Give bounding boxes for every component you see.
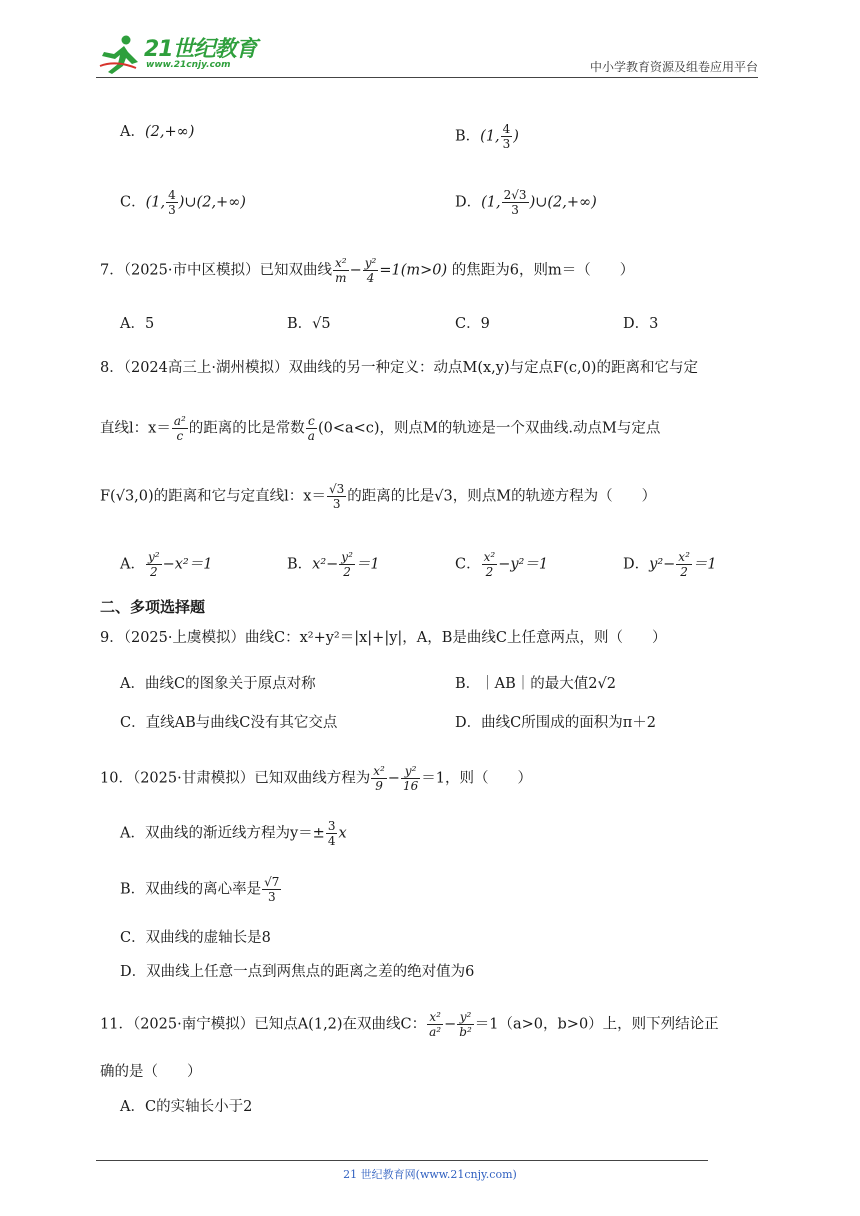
- q7-m: m: [335, 271, 347, 285]
- q6-b-pre: (1,: [480, 128, 500, 145]
- q8-a2: a²: [173, 414, 186, 428]
- logo-text: 21世纪教育: [144, 37, 257, 62]
- q7-x2: x²: [335, 256, 347, 270]
- q11-y2: y²: [457, 1010, 474, 1025]
- q6-b-num: 4: [502, 122, 511, 136]
- q10-y2: y²: [401, 764, 420, 779]
- q11-frac-x: [427, 1010, 443, 1039]
- q6-d-post: )∪(2,+∞): [529, 194, 597, 211]
- q8-b-den: 2: [343, 565, 351, 579]
- q6-c-post: )∪(2,+∞): [178, 194, 246, 211]
- q8-b-num: y²: [341, 550, 353, 564]
- q11-stem: 11．（2025·南宁模拟）已知点A(1,2)在双曲线C： $\frac{\text{x²}}{\text{a²}}$ − $\frac{\text{y²}}{\text{b²}}$ ＝1（a>0，b>0）上，则下列结论正: [100, 1010, 719, 1039]
- q8-a-label: A．: [120, 556, 145, 573]
- q6-b-post: ): [513, 128, 519, 145]
- q10-b-frac: [262, 875, 281, 904]
- q6-d-den: 3: [511, 203, 519, 217]
- q8-option-b: [287, 550, 380, 579]
- q10-a-post: x: [338, 825, 347, 842]
- q10-nine: 9: [375, 779, 383, 793]
- q10-option-a: [120, 819, 347, 848]
- q8-line2-mid: 的距离的比是常数: [188, 420, 305, 437]
- q10-frac-x: [371, 764, 387, 793]
- q8-b-pre: x²−: [312, 556, 339, 573]
- q8-d-den: 2: [680, 565, 688, 579]
- q8-line2-pre: 直线l：x＝: [100, 420, 171, 437]
- q10-stem-pre: 10．（2025·甘肃模拟）已知双曲线方程为: [100, 770, 371, 787]
- q8-frac-r3: [327, 482, 346, 511]
- logo-url: www.21cnjy.com: [146, 60, 231, 70]
- q10-a-frac: [326, 819, 338, 848]
- q10-a-den: 4: [327, 834, 336, 848]
- q11-stem-pre: 11．（2025·南宁模拟）已知点A(1,2)在双曲线C：: [100, 1016, 427, 1033]
- q11-b2: b²: [459, 1025, 472, 1039]
- q11-x2: x²: [427, 1010, 443, 1025]
- q8-line1: 8．（2024高三上·湖州模拟）双曲线的另一种定义：动点M(x,y)与定点F(c,0)的距离和它与定: [100, 360, 698, 376]
- site-logo[interactable]: [96, 30, 266, 78]
- footer-divider: [96, 1160, 708, 1161]
- runner-logo-icon: [96, 34, 142, 74]
- q11-option-a: A．C的实轴长小于2: [120, 1099, 253, 1115]
- q10-b-pre: B．双曲线的离心率是: [120, 881, 262, 898]
- q7-stem-pre: 7．（2025·市中区模拟）已知双曲线: [100, 262, 332, 279]
- q10-stem-post: ＝1，则（ ）: [421, 770, 532, 787]
- q8-b-post: ＝1: [355, 556, 380, 573]
- q8-c-label: C．: [455, 556, 481, 573]
- q6-c-frac: [166, 188, 178, 217]
- q6-a-label: A．: [120, 124, 145, 140]
- q9-option-b: B．｜AB｜的最大值2√2: [455, 676, 616, 692]
- q10-option-c: C．双曲线的虚轴长是8: [120, 930, 271, 946]
- q10-stem: 10．（2025·甘肃模拟）已知双曲线方程为 $\frac{\text{x²}}{9}$ − $\frac{\text{y²}}{16}$ ＝1，则（ ）: [100, 764, 532, 793]
- q8-d-frac: [676, 550, 692, 579]
- q10-b-num: √7: [264, 875, 280, 889]
- q8-line2: [100, 414, 660, 443]
- q6-d-pre: (1,: [481, 194, 501, 211]
- q7-four: 4: [366, 271, 375, 285]
- q6-d-frac: [502, 188, 529, 217]
- q8-c2: c: [306, 414, 317, 429]
- q7-option-d: D．3: [623, 316, 659, 332]
- q8-c-post: −y²＝1: [498, 556, 549, 573]
- q6-d-num: 2√3: [503, 188, 527, 202]
- q8-a-post: −x²＝1: [162, 556, 213, 573]
- q7-y2: y²: [364, 256, 377, 270]
- q8-d-pre: y²−: [649, 556, 676, 573]
- q8-line3-post: 的距离的比是√3，则点M的轨迹方程为（ ）: [347, 488, 657, 505]
- q6-b-frac: [501, 122, 513, 151]
- q9-option-c: C．直线AB与曲线C没有其它交点: [120, 715, 338, 731]
- q8-a-frac: [146, 550, 162, 579]
- q11-frac-y: [457, 1010, 474, 1039]
- q7-option-b: B．√5: [287, 316, 331, 332]
- q8-a: a: [307, 429, 315, 443]
- q6-option-b: [455, 122, 519, 151]
- q6-option-a: [120, 122, 194, 142]
- q8-option-a: [120, 550, 212, 579]
- q8-c-den: 2: [485, 565, 494, 579]
- q11-a2: a²: [429, 1025, 442, 1039]
- q6-b-label: B．: [455, 128, 481, 145]
- q7-stem-post: 的焦距为6，则m＝（ ）: [447, 262, 635, 279]
- q10-option-d: D．双曲线上任意一点到两焦点的距离之差的绝对值为6: [120, 964, 475, 980]
- q9-option-a: A．曲线C的图象关于原点对称: [120, 676, 316, 692]
- q6-c-pre: (1,: [145, 194, 166, 211]
- q8-three: 3: [332, 497, 341, 511]
- q9-stem: 9．（2025·上虞模拟）曲线C：x²+y²＝|x|+|y|，A，B是曲线C上任意两点，则（ ）: [100, 630, 667, 646]
- q11-stem-post: ＝1（a>0，b>0）上，则下列结论正: [474, 1016, 719, 1033]
- q8-option-c: [455, 550, 548, 579]
- q6-c-num: 4: [168, 188, 176, 202]
- q6-c-den: 3: [168, 203, 176, 217]
- q8-frac-a2c: [172, 414, 188, 443]
- page-header: [96, 30, 758, 80]
- q8-line3: [100, 482, 656, 511]
- q6-option-c: [120, 188, 246, 217]
- q8-d-label: D．: [623, 556, 650, 573]
- q10-frac-y: [401, 764, 420, 793]
- footer-link[interactable]: 21 世纪教育网(www.21cnjy.com): [343, 1168, 517, 1181]
- header-divider: [96, 77, 758, 78]
- q7-stem: 7．（2025·市中区模拟）已知双曲线 $\frac{\text{x²}}{m}$ − $\frac{\text{y²}}{4}$ =1(m>0) 的焦距为6，则m＝（ ）: [100, 256, 635, 285]
- q11-line2: 确的是（ ）: [100, 1064, 202, 1080]
- q9-option-d: D．曲线C所围成的面积为π＋2: [455, 715, 656, 731]
- q8-line2-post: (0<a<c)，则点M的轨迹是一个双曲线.动点M与定点: [317, 420, 661, 437]
- q7-frac-y: [363, 256, 379, 285]
- section-heading-multiple-choice: 二、多项选择题: [100, 598, 206, 616]
- q8-c-num: x²: [483, 550, 496, 564]
- q6-b-den: 3: [502, 137, 511, 151]
- q8-r3: √3: [329, 482, 345, 496]
- q8-b-label: B．: [287, 556, 313, 573]
- q10-a-num: 3: [327, 819, 336, 833]
- q10-option-b: [120, 875, 282, 904]
- q8-c-frac: [482, 550, 498, 579]
- q7-frac-x: [333, 256, 349, 285]
- header-platform-text: 中小学教育资源及组卷应用平台: [589, 60, 758, 74]
- q8-option-d: [623, 550, 717, 579]
- q8-d-num: x²: [678, 550, 690, 564]
- q6-c-label: C．: [120, 194, 146, 211]
- q8-a-num: y²: [147, 550, 160, 564]
- q6-d-label: D．: [455, 194, 482, 211]
- q8-c: c: [176, 429, 184, 443]
- q7-eq: =1(m>0): [379, 262, 448, 279]
- q10-sixteen: 16: [402, 779, 419, 793]
- q8-d-post: ＝1: [692, 556, 717, 573]
- q8-line3-pre: F(√3,0)的距离和它与定直线l：x＝: [100, 488, 326, 505]
- q8-b-frac: [339, 550, 355, 579]
- q8-frac-ca: [306, 414, 317, 443]
- q8-a-den: 2: [149, 565, 158, 579]
- q10-b-den: 3: [267, 890, 276, 904]
- q7-option-c: C．9: [455, 316, 490, 332]
- q6-a-value: (2,+∞): [144, 124, 195, 140]
- q10-x2: x²: [373, 764, 385, 778]
- q10-a-pre: A．双曲线的渐近线方程为y＝±: [120, 825, 325, 842]
- q7-option-a: A．5: [120, 316, 155, 332]
- q6-option-d: [455, 188, 597, 217]
